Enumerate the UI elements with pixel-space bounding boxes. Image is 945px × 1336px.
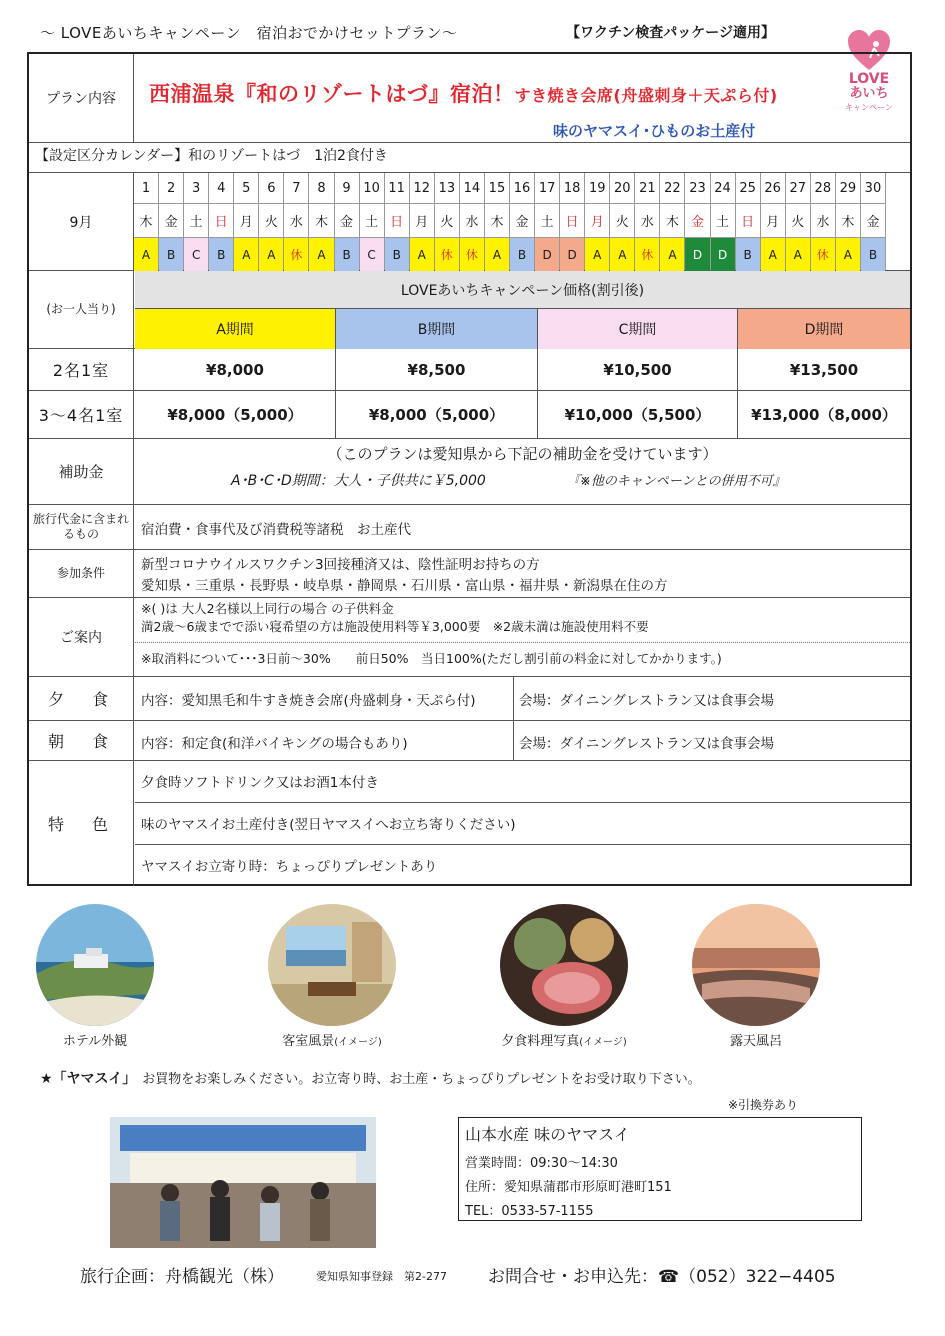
calendar-period: A <box>134 237 158 271</box>
calendar-date: 4 <box>217 180 226 196</box>
calendar-day <box>234 173 259 270</box>
logo-line2: あいち <box>849 86 889 101</box>
calendar-date: 1 <box>141 180 151 196</box>
calendar-date: 6 <box>267 180 276 196</box>
plan-label: プラン内容 <box>29 54 134 142</box>
feature-line: 味のヤマスイお土産付き(翌日ヤマスイへお立ち寄りください) <box>141 817 516 833</box>
calendar-period: A <box>234 237 258 271</box>
vaccine-badge: 【ワクチン検査パッケージ適用】 <box>566 25 776 41</box>
condition-line: 新型コロナウイルスワクチン3回接種済又は、陰性証明お持ちの方 <box>141 557 540 573</box>
calendar-month: 9月 <box>29 173 134 270</box>
calendar-period: 休 <box>460 237 484 271</box>
calendar-weekday: 火 <box>610 203 634 237</box>
shop-name: 山本水産 味のヤマスイ <box>465 1125 630 1144</box>
calendar-date: 19 <box>588 180 606 196</box>
period-d: D期間 <box>738 309 910 349</box>
calendar-period: 休 <box>635 237 659 271</box>
price-cell: ¥8,000（5,000） <box>135 391 336 438</box>
logo-line3: キャンペーン <box>845 103 893 112</box>
feature-line: ヤマスイお立寄り時：ちょっぴりプレゼントあり <box>141 859 438 875</box>
hotel-exterior-photo <box>36 904 154 1026</box>
calendar-day <box>761 173 786 270</box>
calendar-day <box>209 173 234 270</box>
calendar-day <box>460 173 485 270</box>
calendar-day <box>410 173 435 270</box>
shop-hours: 営業時間：09:30～14:30 <box>465 1156 618 1171</box>
calendar-weekday: 土 <box>535 203 559 237</box>
plan-title-sub: すき焼き会席(舟盛刺身＋天ぷら付) <box>514 86 778 105</box>
calendar-weekday: 月 <box>585 203 609 237</box>
calendar-period: A <box>585 237 609 271</box>
conditions-row <box>29 550 910 598</box>
calendar-period: C <box>360 237 384 271</box>
calendar-day <box>861 173 886 270</box>
calendar-weekday: 火 <box>259 203 283 237</box>
calendar-weekday: 金 <box>510 203 534 237</box>
calendar-weekday: 日 <box>209 203 233 237</box>
calendar-weekday: 木 <box>660 203 684 237</box>
calendar-date: 28 <box>814 180 832 196</box>
dinner-photo <box>500 904 628 1026</box>
dinner-row <box>29 677 910 721</box>
calendar-period: B <box>385 237 409 271</box>
calendar-weekday: 木 <box>485 203 509 237</box>
plan-table <box>27 52 912 886</box>
calendar-weekday: 水 <box>284 203 308 237</box>
calendar-date: 30 <box>864 180 882 196</box>
calendar-weekday: 木 <box>836 203 860 237</box>
contact-phone: お問合せ・お申込先：☎（052）322−4405 <box>488 1267 836 1287</box>
calendar-date: 16 <box>513 180 531 196</box>
calendar-period: B <box>335 237 359 271</box>
calendar-day <box>610 173 635 270</box>
guide-line: 満2歳～6歳までで添い寝希望の方は施設使用料等￥3,000要 ※2歳未満は施設使用料不要 <box>141 619 649 634</box>
calendar-date: 17 <box>538 180 556 196</box>
guide-line: ※取消料について･･･3日前～30% 前日50% 当日100%(ただし割引前の料金に対してかかります。) <box>141 651 722 666</box>
photo-caption: 露天風呂 <box>729 1034 782 1049</box>
calendar-date: 13 <box>438 180 456 196</box>
calendar-day <box>660 173 685 270</box>
calendar-weekday: 木 <box>309 203 333 237</box>
calendar-day <box>184 173 209 270</box>
calendar-date: 24 <box>714 180 731 196</box>
calendar-weekday: 水 <box>460 203 484 237</box>
price-row-label: 2名1室 <box>29 349 134 390</box>
yamasui-note: ★「ヤマスイ」 お買物をお楽しみください。お立寄り時、お土産・ちょっぴりプレゼントをお受け取り下さい。 <box>40 1071 701 1087</box>
shop-tel: TEL：0533-57-1155 <box>465 1204 594 1219</box>
calendar-date: 20 <box>614 180 631 196</box>
calendar-day <box>385 173 410 270</box>
calendar-grid <box>134 173 886 270</box>
calendar-period: B <box>861 237 885 271</box>
calendar-caption-row <box>29 143 910 173</box>
calendar-weekday: 月 <box>761 203 785 237</box>
breakfast-venue: 会場：ダイニングレストラン又は食事会場 <box>519 736 775 752</box>
calendar-row <box>29 173 910 271</box>
calendar-day <box>510 173 535 270</box>
price-cell: ¥13,000（8,000） <box>751 406 897 424</box>
registration-number: 愛知県知事登録 第2-277 <box>316 1270 447 1283</box>
calendar-weekday: 金 <box>685 203 709 237</box>
calendar-weekday: 日 <box>385 203 409 237</box>
calendar-day <box>360 173 385 270</box>
breakfast-content: 内容：和定食(和洋バイキングの場合もあり) <box>141 736 408 752</box>
included-text: 宿泊費・食事代及び消費税等諸税 お土産代 <box>141 522 411 538</box>
subsidy-note: （このプランは愛知県から下記の補助金を受けています） <box>327 445 718 463</box>
period-a: A期間 <box>135 309 336 349</box>
period-b: B期間 <box>336 309 538 349</box>
calendar-period: A <box>610 237 634 271</box>
calendar-date: 9 <box>342 180 351 196</box>
shop-info-box <box>458 1117 862 1221</box>
calendar-date: 27 <box>789 180 807 196</box>
calendar-period: B <box>736 237 760 271</box>
guide-label: ご案内 <box>29 598 134 676</box>
calendar-period: A <box>309 237 333 271</box>
calendar-period: A <box>485 237 509 271</box>
calendar-date: 12 <box>413 180 431 196</box>
calendar-period: B <box>159 237 183 271</box>
calendar-date: 22 <box>664 180 681 196</box>
calendar-date: 18 <box>563 180 581 196</box>
feature-line: 夕食時ソフトドリンク又はお酒1本付き <box>141 775 379 791</box>
calendar-day <box>736 173 761 270</box>
calendar-day <box>711 173 736 270</box>
per-person-label: (お一人当り) <box>29 271 134 348</box>
calendar-day <box>585 173 610 270</box>
calendar-date: 11 <box>388 180 405 196</box>
features-row <box>29 761 910 886</box>
calendar-day <box>259 173 284 270</box>
calendar-weekday: 日 <box>560 203 584 237</box>
price-row-3-4pax <box>29 391 910 439</box>
calendar-period: D <box>711 237 735 271</box>
calendar-day <box>435 173 460 270</box>
calendar-period: 休 <box>435 237 459 271</box>
breakfast-label: 朝 食 <box>29 721 134 760</box>
calendar-day <box>836 173 861 270</box>
price-cell: ¥10,500 <box>538 349 738 390</box>
price-cell: ¥8,000（5,000） <box>336 391 538 438</box>
calendar-weekday: 月 <box>234 203 258 237</box>
calendar-date: 23 <box>689 180 706 196</box>
plan-title <box>149 78 778 108</box>
calendar-weekday: 土 <box>711 203 735 237</box>
calendar-day <box>685 173 710 270</box>
price-cell: ¥13,500 <box>789 360 859 379</box>
breakfast-row <box>29 721 910 761</box>
calendar-period: B <box>209 237 233 271</box>
photo-caption: 夕食料理写真(イメージ) <box>501 1034 627 1049</box>
calendar-date: 25 <box>739 180 756 196</box>
campaign-title: ～ LOVEあいちキャンペーン 宿泊おでかけセットプラン～ <box>40 24 458 42</box>
guide-line: ※( )は 大人2名様以上同行の場合 の子供料金 <box>141 601 394 616</box>
calendar-day <box>335 173 360 270</box>
calendar-date: 2 <box>166 180 176 196</box>
calendar-weekday: 金 <box>335 203 359 237</box>
calendar-date: 8 <box>317 180 326 196</box>
calendar-day <box>535 173 560 270</box>
calendar-day <box>134 173 159 270</box>
calendar-day <box>560 173 585 270</box>
price-header: LOVEあいちキャンペーン価格(割引後) <box>135 271 910 309</box>
calendar-weekday: 土 <box>360 203 384 237</box>
subsidy-row <box>29 439 910 505</box>
calendar-weekday: 火 <box>435 203 459 237</box>
calendar-period: A <box>836 237 860 271</box>
price-header-row <box>29 271 910 349</box>
conditions-label: 参加条件 <box>29 550 134 597</box>
calendar-date: 10 <box>363 180 380 196</box>
calendar-day <box>635 173 660 270</box>
price-cell: ¥10,000（5,500） <box>538 391 738 438</box>
calendar-period: A <box>410 237 434 271</box>
open-air-bath-photo <box>692 904 820 1026</box>
calendar-day <box>309 173 334 270</box>
calendar-period: 休 <box>284 237 308 271</box>
calendar-weekday: 月 <box>410 203 434 237</box>
dinner-venue: 会場：ダイニングレストラン又は食事会場 <box>519 693 775 709</box>
calendar-day <box>485 173 510 270</box>
dinner-label: 夕 食 <box>29 677 134 720</box>
calendar-date: 5 <box>242 180 251 196</box>
price-row-2pax <box>29 349 910 391</box>
shop-address: 住所：愛知県蒲郡市形原町港町151 <box>465 1180 672 1195</box>
calendar-period: D <box>560 237 584 271</box>
subsidy-restriction: 『※他のキャンペーンとの併用不可』 <box>567 474 786 489</box>
calendar-period: B <box>510 237 534 271</box>
calendar-weekday: 火 <box>786 203 810 237</box>
calendar-day <box>159 173 184 270</box>
guest-room-photo <box>268 904 396 1026</box>
price-cell: ¥8,500 <box>336 349 538 390</box>
period-c: C期間 <box>538 309 738 349</box>
calendar-date: 7 <box>292 180 301 196</box>
features-label: 特 色 <box>29 761 134 886</box>
calendar-date: 29 <box>839 180 857 196</box>
shop-photo <box>110 1117 376 1248</box>
calendar-day <box>786 173 811 270</box>
included-row <box>29 505 910 550</box>
dinner-content: 内容：愛知黒毛和牛すき焼き会席(舟盛刺身・天ぷら付) <box>141 693 476 709</box>
subsidy-label: 補助金 <box>29 439 134 504</box>
calendar-weekday: 日 <box>736 203 760 237</box>
plan-subtitle: 味のヤマスイ･ひものお土産付 <box>553 122 756 140</box>
calendar-weekday: 土 <box>184 203 208 237</box>
plan-row <box>29 54 910 143</box>
calendar-day <box>811 173 836 270</box>
plan-title-main: 西浦温泉『和のリゾートはづ』宿泊！ <box>149 82 515 106</box>
calendar-period: C <box>184 237 208 271</box>
calendar-period: 休 <box>811 237 835 271</box>
calendar-date: 14 <box>463 180 481 196</box>
guide-row <box>29 598 910 677</box>
subsidy-amount: A･B･C･D期間：大人・子供共に￥5,000 <box>231 473 486 489</box>
price-row-label: 3～4名1室 <box>29 391 134 438</box>
calendar-date: 15 <box>488 180 506 196</box>
calendar-period: A <box>660 237 684 271</box>
calendar-day <box>284 173 309 270</box>
exchange-note: ※引換券あり <box>728 1098 799 1112</box>
photo-caption: 客室風景(イメージ) <box>282 1034 382 1049</box>
included-label: 旅行代金に含まれるもの <box>29 505 134 549</box>
calendar-period: A <box>786 237 810 271</box>
calendar-period: D <box>535 237 559 271</box>
calendar-weekday: 金 <box>861 203 885 237</box>
calendar-period: A <box>761 237 785 271</box>
calendar-date: 3 <box>192 180 201 196</box>
photo-caption: ホテル外観 <box>62 1034 128 1049</box>
calendar-weekday: 木 <box>134 203 158 237</box>
price-cell: ¥8,000 <box>135 349 336 390</box>
logo-line1: LOVE <box>848 71 890 87</box>
condition-line: 愛知県・三重県・長野県・岐阜県・静岡県・石川県・富山県・福井県・新潟県在住の方 <box>141 578 668 594</box>
calendar-weekday: 金 <box>159 203 183 237</box>
calendar-caption: 【設定区分カレンダー】和のリゾートはづ 1泊2食付き <box>35 148 388 164</box>
calendar-weekday: 水 <box>811 203 835 237</box>
organizer: 旅行企画：舟橋観光（株） <box>80 1267 284 1287</box>
calendar-date: 26 <box>764 180 781 196</box>
calendar-date: 21 <box>639 180 656 196</box>
calendar-period: D <box>685 237 709 271</box>
calendar-weekday: 水 <box>635 203 659 237</box>
calendar-period: A <box>259 237 283 271</box>
